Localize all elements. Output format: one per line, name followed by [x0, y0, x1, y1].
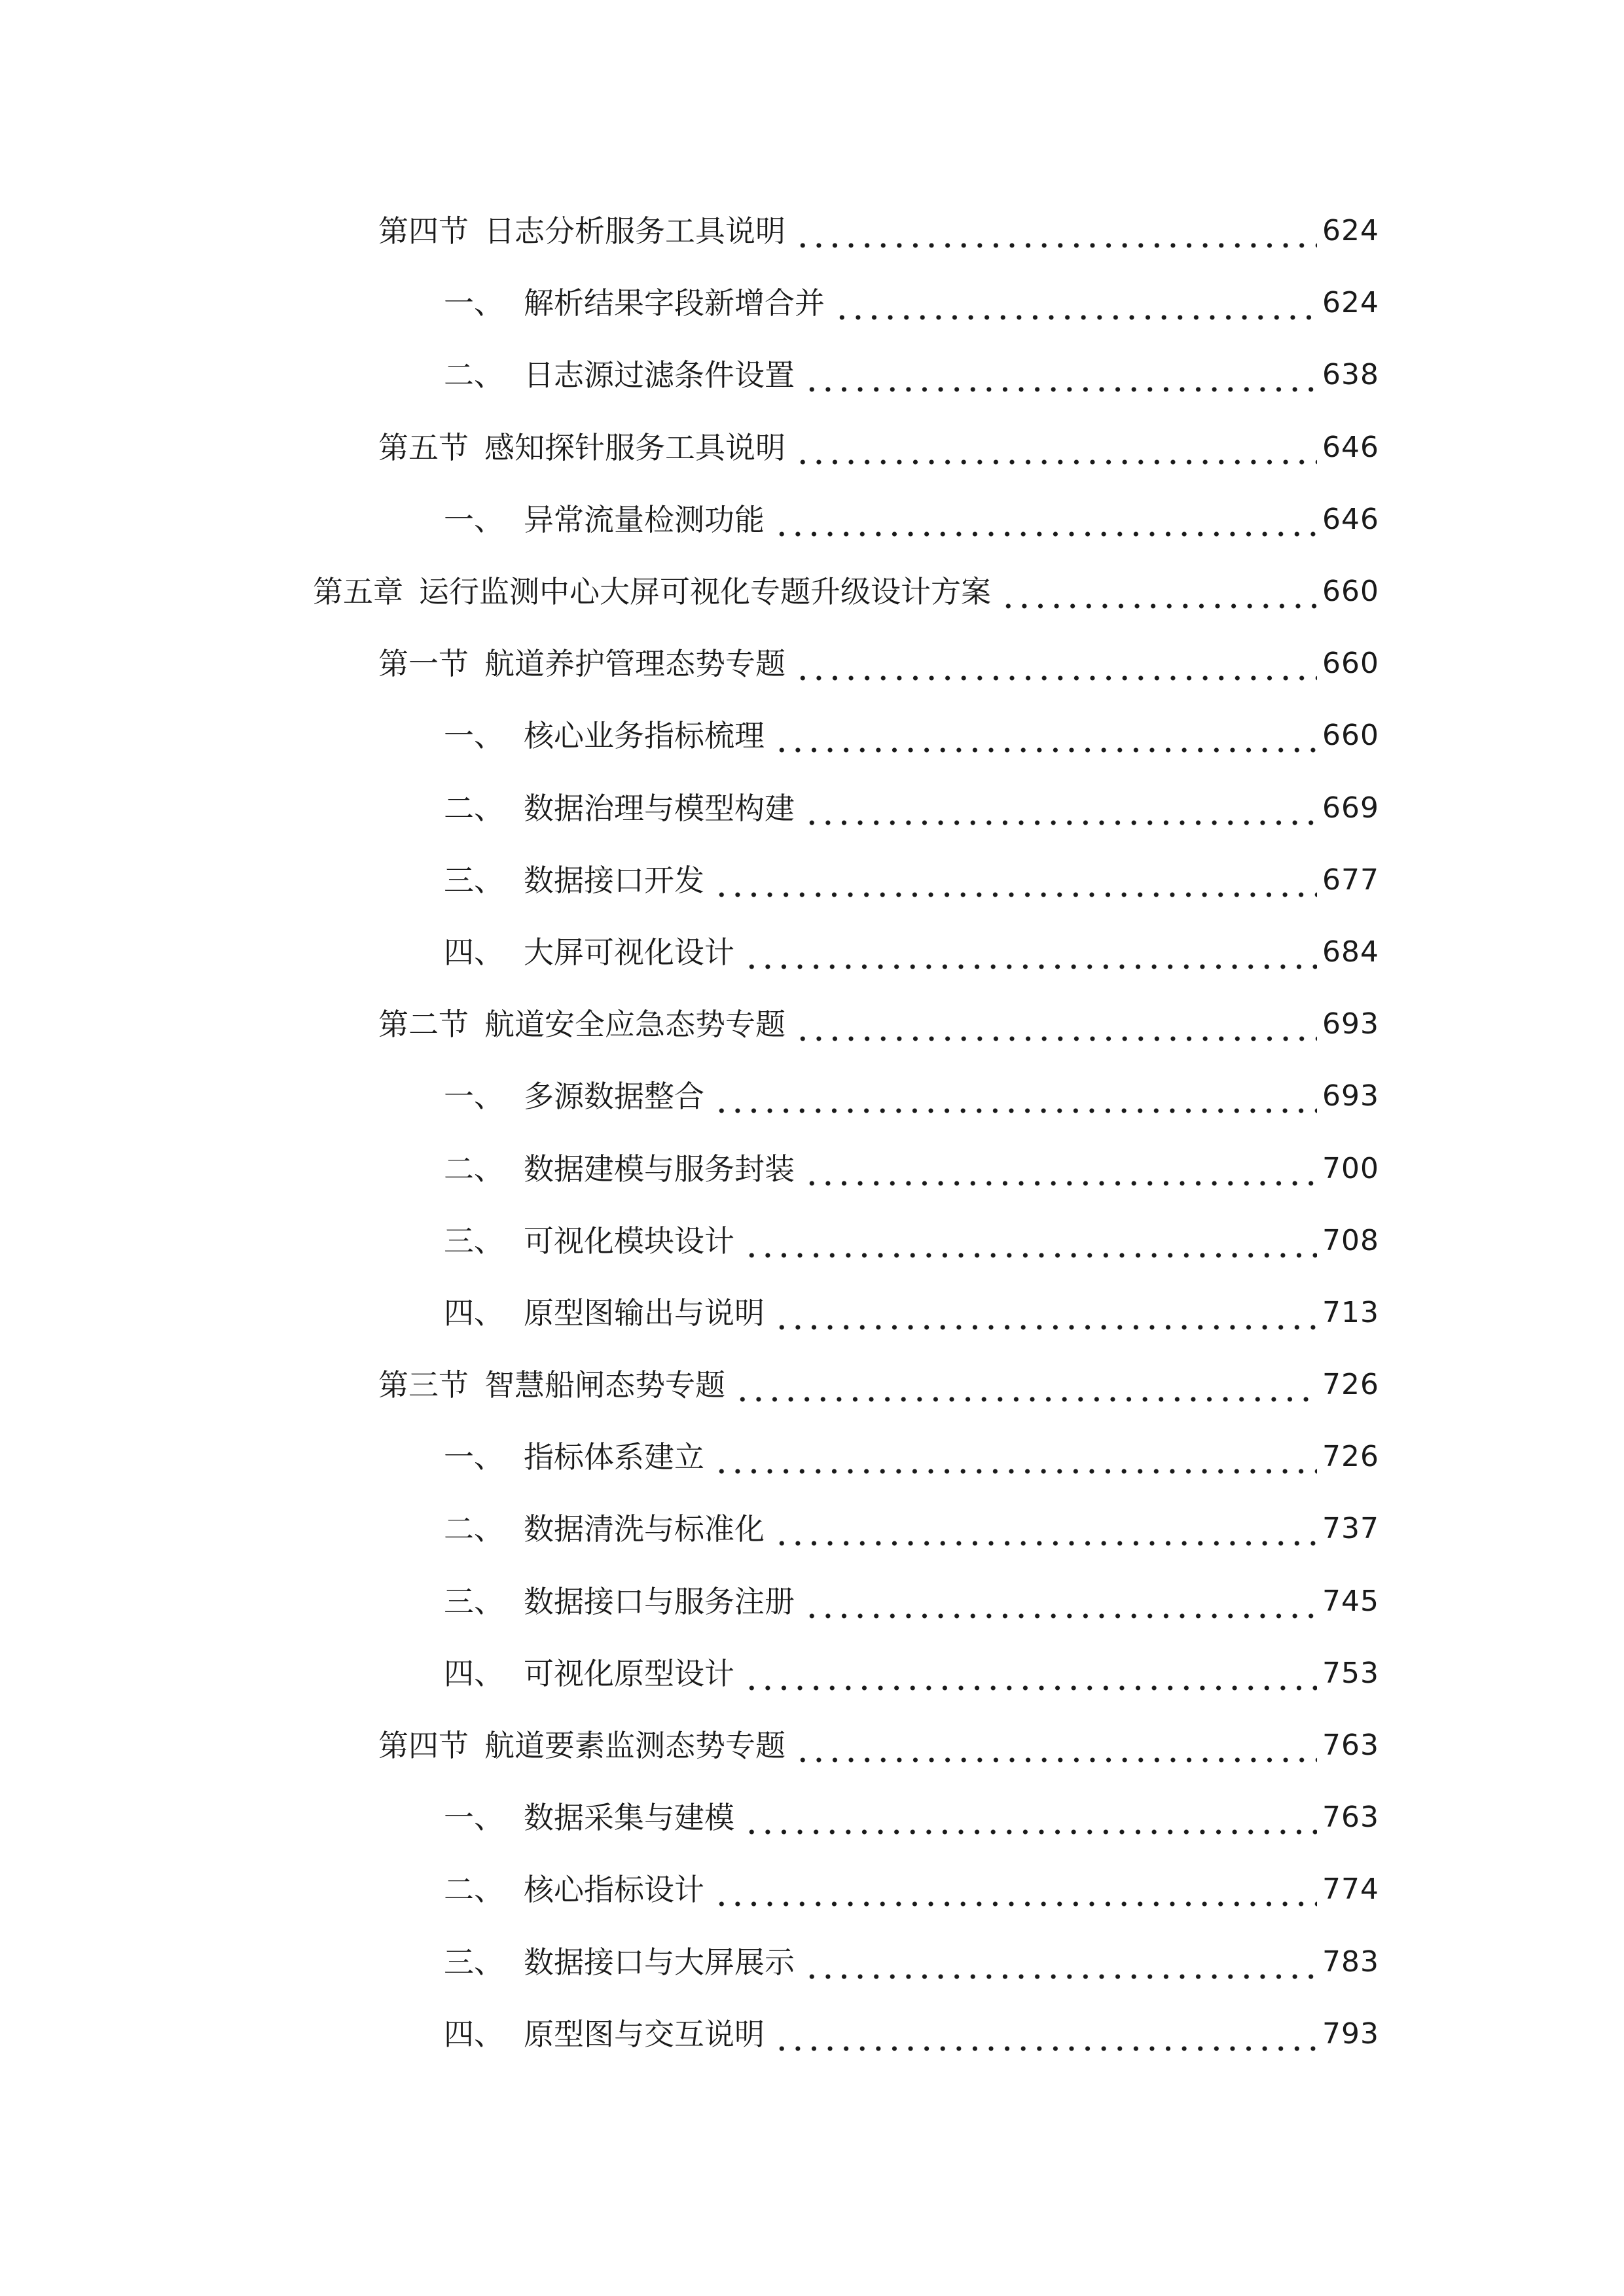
toc-entry-title: 航道要素监测态势专题	[484, 1728, 785, 1764]
toc-entry-label	[444, 716, 765, 755]
toc-entry-label	[444, 283, 825, 323]
toc-entry-section[interactable]	[0, 628, 1624, 700]
toc-page-number: 660	[1322, 647, 1379, 681]
toc-entry-number: 三、	[444, 1944, 504, 1980]
toc-entry-number: 四、	[444, 1295, 504, 1331]
toc-page-number: 783	[1322, 1945, 1379, 1979]
toc-entry-title: 多源数据整合	[524, 1079, 704, 1115]
toc-dot-leader	[713, 1444, 1317, 1483]
toc-entry-number: 第五节	[378, 429, 469, 465]
toc-page-number: 660	[1322, 575, 1379, 609]
toc-entry-label	[444, 355, 795, 395]
toc-entry-number: 四、	[444, 934, 504, 970]
toc-entry-title: 异常流量检测功能	[524, 501, 765, 537]
toc-entry-title: 运行监测中心大屏可视化专题升级设计方案	[419, 574, 991, 610]
toc-entry-section[interactable]	[0, 1349, 1624, 1421]
toc-dot-leader	[795, 651, 1317, 690]
toc-dot-leader	[744, 1804, 1317, 1844]
toc-dot-leader	[804, 795, 1317, 834]
toc-entry-title: 航道安全应急态势专题	[484, 1007, 785, 1043]
toc-entry-item[interactable]	[0, 1926, 1624, 1998]
toc-entry-label	[444, 1798, 734, 1837]
toc-page-number: 624	[1322, 214, 1379, 248]
toc-dot-leader	[804, 1949, 1317, 1988]
toc-entry-item[interactable]	[0, 772, 1624, 844]
toc-entry-label	[444, 933, 734, 972]
toc-entry-number: 第五章	[313, 574, 403, 610]
toc-entry-number: 二、	[444, 1872, 504, 1908]
toc-entry-label	[444, 1943, 795, 1982]
toc-entry-label	[444, 789, 795, 828]
toc-entry-number: 第三节	[378, 1367, 469, 1403]
toc-page-number: 669	[1322, 791, 1379, 825]
toc-entry-number: 一、	[444, 1800, 504, 1836]
toc-entry-label	[444, 1437, 704, 1477]
toc-dot-leader	[774, 1300, 1317, 1339]
toc-entry-title: 数据清洗与标准化	[524, 1511, 765, 1547]
toc-page-number: 745	[1322, 1584, 1379, 1618]
toc-entry-label	[378, 1726, 785, 1765]
toc-entry-label	[444, 1293, 765, 1333]
toc-page-number: 753	[1322, 1656, 1379, 1690]
toc-entry-number: 一、	[444, 1079, 504, 1115]
toc-dot-leader	[713, 1083, 1317, 1122]
toc-entry-label	[444, 861, 704, 900]
toc-entry-title: 原型图输出与说明	[524, 1295, 765, 1331]
toc-dot-leader	[713, 867, 1317, 906]
toc-page-number: 646	[1322, 430, 1379, 464]
toc-entry-item[interactable]	[0, 339, 1624, 411]
toc-entry-item[interactable]	[0, 700, 1624, 772]
toc-dot-leader	[774, 723, 1317, 762]
toc-entry-item[interactable]	[0, 1205, 1624, 1277]
table-of-contents	[0, 195, 1624, 2070]
toc-entry-item[interactable]	[0, 1566, 1624, 1638]
toc-entry-number: 一、	[444, 501, 504, 537]
toc-entry-number: 第四节	[378, 213, 469, 249]
toc-entry-number: 四、	[444, 2016, 504, 2052]
toc-page-number: 693	[1322, 1079, 1379, 1113]
toc-entry-title: 日志源过滤条件设置	[524, 357, 795, 393]
toc-page-number: 726	[1322, 1440, 1379, 1474]
toc-page-number: 737	[1322, 1512, 1379, 1546]
toc-page-number: 793	[1322, 2017, 1379, 2051]
toc-dot-leader	[734, 1372, 1317, 1411]
toc-entry-section[interactable]	[0, 195, 1624, 267]
toc-entry-title: 数据采集与建模	[524, 1800, 734, 1836]
toc-entry-title: 数据建模与服务封装	[524, 1151, 795, 1187]
toc-entry-number: 三、	[444, 1223, 504, 1259]
toc-page-number: 763	[1322, 1801, 1379, 1835]
toc-entry-title: 航道养护管理态势专题	[484, 646, 785, 682]
toc-entry-label	[444, 1221, 734, 1261]
toc-entry-chapter[interactable]	[0, 556, 1624, 628]
toc-entry-item[interactable]	[0, 1782, 1624, 1854]
toc-entry-label	[378, 644, 785, 683]
toc-page-number: 700	[1322, 1151, 1379, 1185]
toc-entry-title: 解析结果字段新增合并	[524, 285, 825, 321]
toc-page-number: 677	[1322, 863, 1379, 897]
toc-page-number: 774	[1322, 1873, 1379, 1907]
toc-entry-item[interactable]	[0, 1060, 1624, 1132]
toc-entry-item[interactable]	[0, 267, 1624, 339]
toc-dot-leader	[804, 1156, 1317, 1195]
toc-entry-number: 一、	[444, 1439, 504, 1475]
toc-page-number: 624	[1322, 286, 1379, 320]
toc-dot-leader	[834, 290, 1317, 329]
toc-entry-item[interactable]	[0, 1421, 1624, 1493]
toc-dot-leader	[713, 1876, 1317, 1916]
toc-entry-label	[444, 500, 765, 539]
toc-entry-title: 核心业务指标梳理	[524, 718, 765, 754]
toc-page-number: 646	[1322, 502, 1379, 536]
toc-entry-title: 数据接口与服务注册	[524, 1583, 795, 1619]
toc-entry-item[interactable]	[0, 484, 1624, 556]
toc-entry-label	[313, 572, 991, 611]
toc-entry-section[interactable]	[0, 988, 1624, 1060]
toc-dot-leader	[795, 1011, 1317, 1050]
toc-entry-number: 第一节	[378, 646, 469, 682]
toc-entry-number: 三、	[444, 1583, 504, 1619]
toc-page-number: 693	[1322, 1007, 1379, 1041]
toc-entry-title: 可视化模块设计	[524, 1223, 734, 1259]
toc-entry-title: 大屏可视化设计	[524, 934, 734, 970]
toc-dot-leader	[804, 362, 1317, 401]
toc-entry-label	[444, 1509, 765, 1549]
toc-entry-label	[444, 1870, 704, 1909]
toc-entry-label	[444, 1149, 795, 1189]
toc-dot-leader	[744, 1228, 1317, 1267]
toc-entry-number: 二、	[444, 1511, 504, 1547]
toc-entry-label	[444, 1654, 734, 1693]
toc-entry-number: 二、	[444, 790, 504, 826]
toc-entry-number: 第四节	[378, 1728, 469, 1764]
toc-entry-number: 第二节	[378, 1007, 469, 1043]
toc-dot-leader	[795, 218, 1317, 257]
toc-dot-leader	[804, 1588, 1317, 1628]
toc-page-number: 708	[1322, 1223, 1379, 1257]
toc-page-number: 638	[1322, 358, 1379, 392]
toc-entry-label	[378, 1365, 725, 1405]
toc-entry-number: 四、	[444, 1655, 504, 1691]
toc-entry-item[interactable]	[0, 1854, 1624, 1926]
toc-entry-label	[378, 428, 785, 467]
toc-entry-title: 感知探针服务工具说明	[484, 429, 785, 465]
toc-entry-number: 一、	[444, 718, 504, 754]
toc-entry-title: 数据接口开发	[524, 862, 704, 898]
toc-entry-item[interactable]	[0, 1132, 1624, 1204]
toc-dot-leader	[795, 435, 1317, 474]
toc-page-number: 726	[1322, 1368, 1379, 1402]
toc-entry-item[interactable]	[0, 1493, 1624, 1565]
toc-entry-title: 核心指标设计	[524, 1872, 704, 1908]
toc-dot-leader	[774, 2021, 1317, 2060]
toc-dot-leader	[774, 1516, 1317, 1555]
toc-entry-number: 一、	[444, 285, 504, 321]
toc-entry-item[interactable]	[0, 1277, 1624, 1349]
toc-entry-title: 数据接口与大屏展示	[524, 1944, 795, 1980]
toc-entry-number: 二、	[444, 1151, 504, 1187]
toc-dot-leader	[744, 939, 1317, 978]
toc-entry-label	[444, 1077, 704, 1116]
toc-entry-title: 数据治理与模型构建	[524, 790, 795, 826]
toc-dot-leader	[774, 507, 1317, 546]
toc-dot-leader	[795, 1732, 1317, 1772]
toc-entry-title: 原型图与交互说明	[524, 2016, 765, 2052]
toc-entry-number: 三、	[444, 862, 504, 898]
toc-dot-leader	[1000, 579, 1317, 618]
toc-dot-leader	[744, 1660, 1317, 1700]
toc-page-number: 684	[1322, 935, 1379, 969]
toc-entry-item[interactable]	[0, 916, 1624, 988]
toc-page-number: 660	[1322, 719, 1379, 753]
toc-entry-title: 智慧船闸态势专题	[484, 1367, 725, 1403]
toc-entry-title: 可视化原型设计	[524, 1655, 734, 1691]
toc-page-number: 763	[1322, 1729, 1379, 1763]
toc-entry-label	[444, 2015, 765, 2054]
toc-entry-section[interactable]	[0, 412, 1624, 484]
toc-entry-item[interactable]	[0, 844, 1624, 916]
toc-entry-title: 日志分析服务工具说明	[484, 213, 785, 249]
toc-entry-label	[378, 211, 785, 251]
toc-entry-title: 指标体系建立	[524, 1439, 704, 1475]
toc-entry-label	[444, 1582, 795, 1621]
toc-entry-number: 二、	[444, 357, 504, 393]
toc-entry-section[interactable]	[0, 1710, 1624, 1782]
toc-page-number: 713	[1322, 1295, 1379, 1329]
toc-entry-item[interactable]	[0, 1638, 1624, 1710]
toc-entry-label	[378, 1005, 785, 1044]
toc-entry-item[interactable]	[0, 1998, 1624, 2070]
